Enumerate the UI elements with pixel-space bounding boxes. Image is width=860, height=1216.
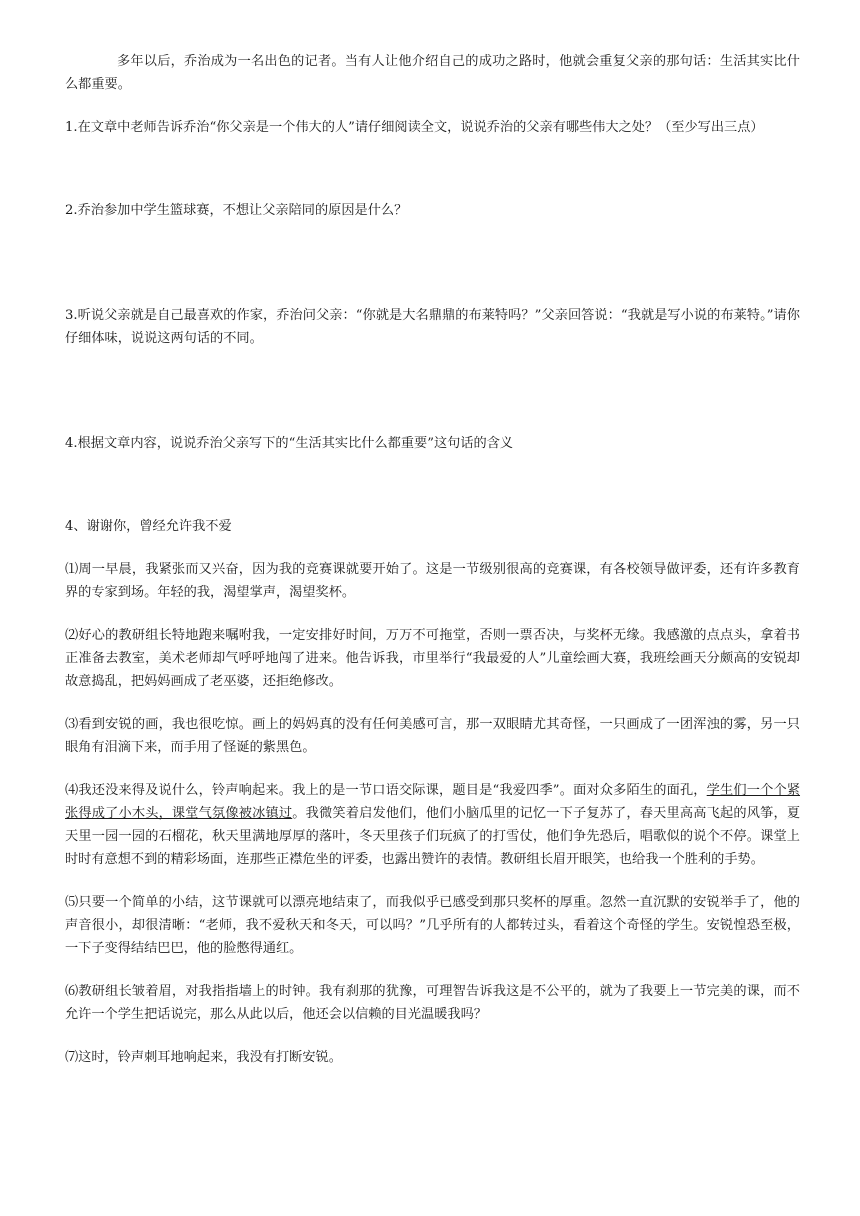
paragraph-4-underlined: 学生们一个个紧张得成了小木头，课堂气氛像被冰镇过 bbox=[65, 783, 801, 821]
paragraph-4 bbox=[65, 779, 800, 871]
paragraph-1: ⑴周一早晨，我紧张而又兴奋，因为我的竞赛课就要开始了。这是一节级别很高的竞赛课，有各校领导做评委，还有许多教育界的专家到场。年轻的我，渴望掌声，渴望奖杯。 bbox=[65, 562, 800, 600]
paragraph-6: ⑹教研组长皱着眉，对我指指墙上的时钟。我有刹那的犹豫，可理智告诉我这是不公平的，就为了我要上一节完美的课，而不允许一个学生把话说完，那么从此以后，他还会以信赖的目光温暖我吗？ bbox=[65, 984, 800, 1022]
paragraph-3: ⑶看到安锐的画，我也很吃惊。画上的妈妈真的没有任何美感可言，那一双眼睛尤其奇怪，一只画成了一团浑浊的雾，另一只眼角有泪滴下来，而手用了怪诞的紫黑色。 bbox=[65, 717, 800, 755]
question-3: 3.听说父亲就是自己最喜欢的作家，乔治问父亲：“你就是大名鼎鼎的布莱特吗？”父亲回答说：“我就是写小说的布莱特。”请你仔细体味，说说这两句话的不同。 bbox=[65, 308, 800, 346]
question-2: 2.乔治参加中学生篮球赛，不想让父亲陪同的原因是什么？ bbox=[65, 203, 408, 218]
document-page bbox=[65, 50, 800, 1069]
paragraph-7: ⑺这时，铃声刺耳地响起来，我没有打断安锐。 bbox=[65, 1050, 342, 1065]
section-title: 4、谢谢你，曾经允许我不爱 bbox=[65, 519, 232, 534]
paragraph-2: ⑵好心的教研组长特地跑来嘱咐我，一定安排好时间，万万不可拖堂，否则一票否决，与奖杯无缘。我感激的点点头，拿着书正准备去教室，美术老师却气呼呼地闯了进来。他告诉我，市里举行“我最爱的人”儿童绘画大赛，我班绘画天分颇高的安锐却故意捣乱，把妈妈画成了老巫婆，还拒绝修改。 bbox=[65, 628, 800, 689]
paragraph-5: ⑸只要一个简单的小结，这节课就可以漂亮地结束了，而我似乎已感受到那只奖杯的厚重。忽然一直沉默的安锐举手了，他的声音很小，却很清晰：“老师，我不爱秋天和冬天，可以吗？”几乎所有的人都转过头，看着这个奇怪的学生。安锐惶恐至极，一下子变得结结巴巴，他的脸憋得通红。 bbox=[65, 895, 800, 956]
paragraph-4-end: 。我微笑着启发他们，他们小脑瓜里的记忆一下子复苏了，春天里高高飞起的风筝，夏天里一园一园的石榴花，秋天里满地厚厚的落叶，冬天里孩子们玩疯了的打雪仗，他们争先恐后，唱歌似的说个不停。课堂上时时有意想不到的精彩场面，连那些正襟危坐的评委，也露出赞许的表情。教研组长眉开眼笑，也给我一个胜利的手势。 bbox=[65, 806, 801, 867]
question-4: 4.根据文章内容，说说乔治父亲写下的“生活其实比什么都重要”这句话的含义 bbox=[65, 436, 514, 451]
intro-paragraph: 多年以后，乔治成为一名出色的记者。当有人让他介绍自己的成功之路时，他就会重复父亲的那句话：生活其实比什么都重要。 bbox=[65, 54, 800, 92]
question-1: 1.在文章中老师告诉乔治“你父亲是一个伟大的人”请仔细阅读全文，说说乔治的父亲有哪些伟大之处？（至少写出三点） bbox=[65, 120, 764, 135]
paragraph-4-start: ⑷我还没来得及说什么，铃声响起来。我上的是一节口语交际课，题目是“我爱四季”。面对众多陌生的面孔， bbox=[65, 783, 707, 798]
